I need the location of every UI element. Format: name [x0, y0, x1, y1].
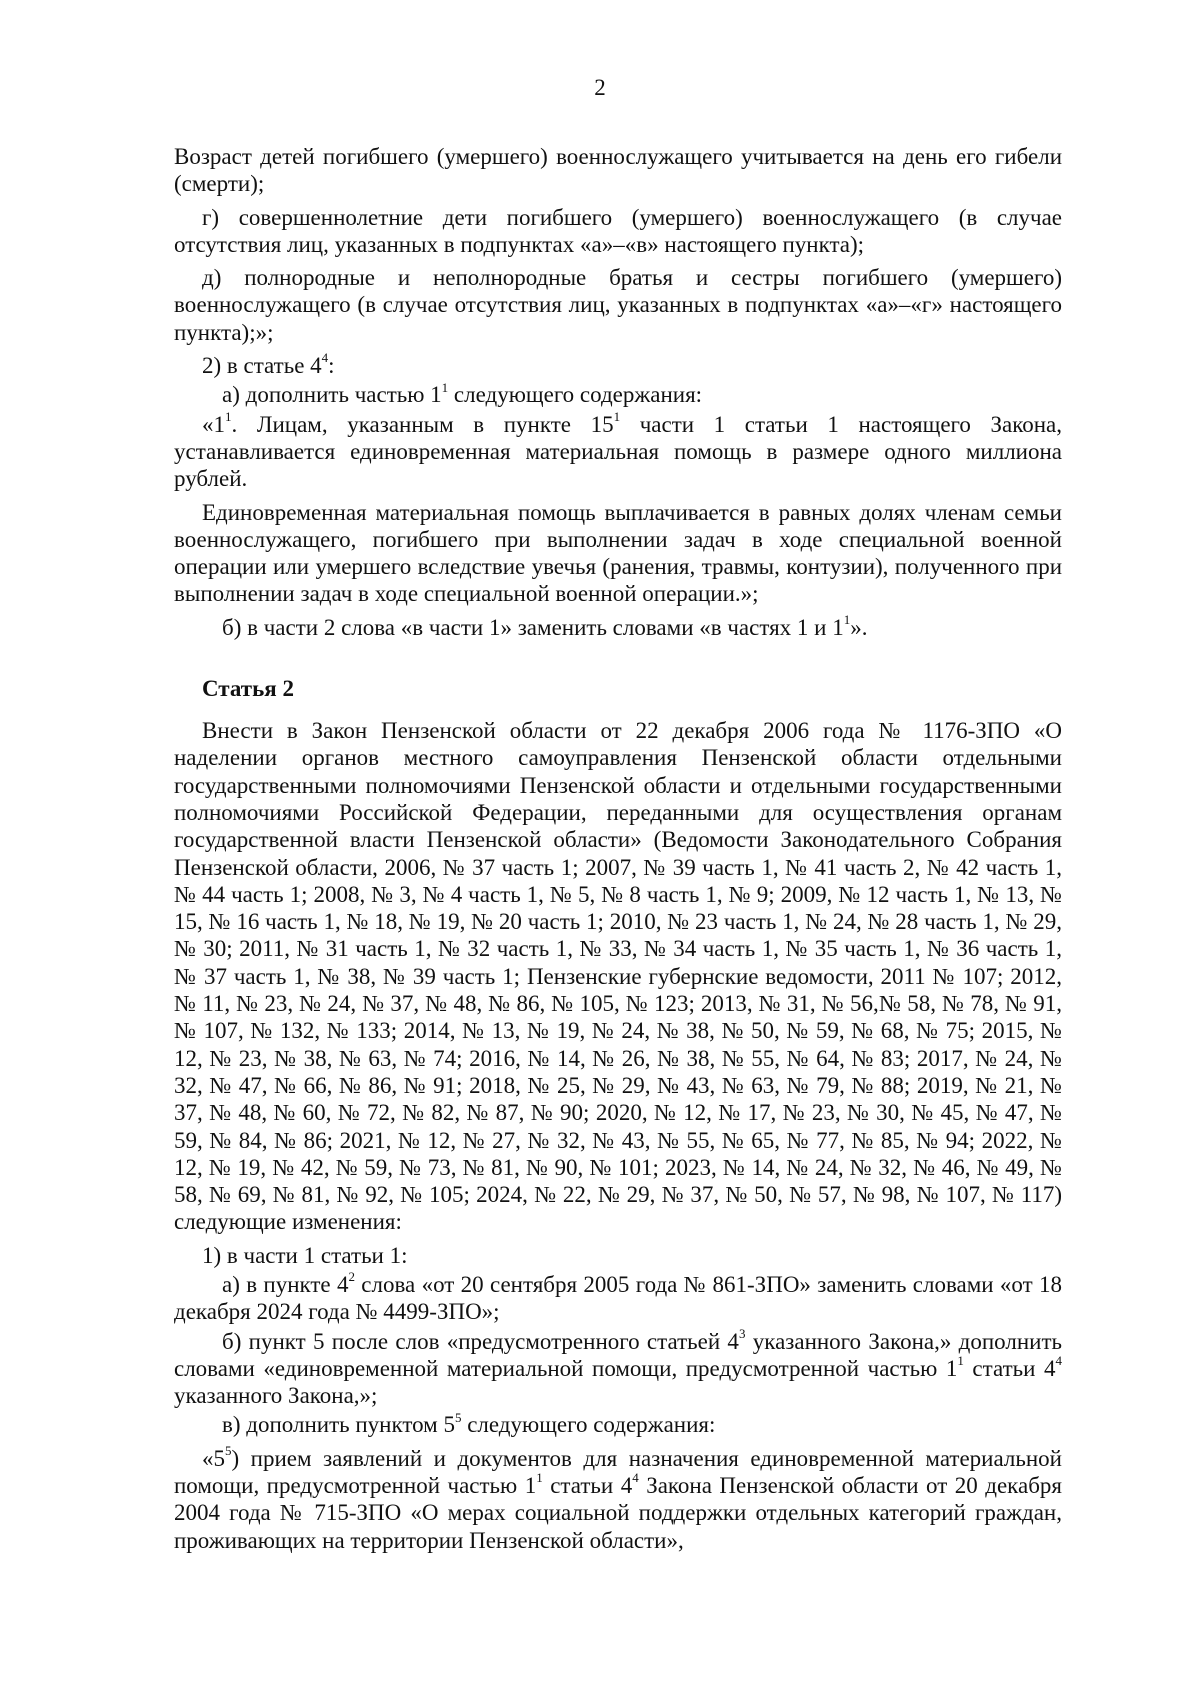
paragraph-part-1-1: «$1^1$. Лицам, указанным в пункте $15^1$ части 1 статьи 1 настоящего Закона, устанавливается единовременная материальная помощь в размере одного миллиона рублей.	[174, 409, 1062, 492]
paragraph-payment-shares: Единовременная материальная помощь выплачивается в равных долях членам семьи военнослужащего, погибшего при выполнении задач в ходе специальной военной операции или умершего вследствие увечья (ранения, травмы, контузии), полученного при выполнении задач в ходе специальной военной операции.»;	[174, 499, 1062, 607]
paragraph-amend-1: 1) в части 1 статьи 1:	[202, 1242, 408, 1268]
paragraph-amend-1v: в) дополнить пунктом $5^5$ следующего содержания:	[222, 1409, 716, 1438]
paragraph-amend-1b: б) пункт 5 после слов «предусмотренного статьей $4^3$ указанного Закона,» дополнить словами «единовременной материальной помощи, предусмотренной частью $1^1$ статьи $4^4$ указанного Закона,»;	[174, 1325, 1062, 1409]
paragraph-article-2-intro: Внести в Закон Пензенской области от 22 декабря 2006 года № 1176-ЗПО «О наделении органов местного самоуправления Пензенской области отдельными государственными полномочиями Пензенской области и отдельными государственными полномочиями Российской Федерации, переданными для осуществления органам государственной власти Пензенской области» (Ведомости Законодательного Собрания Пензенской области, 2006, № 37 часть 1; 2007, № 39 часть 1, № 41 часть 2, № 42 часть 1, № 44 часть 1; 2008, № 3, № 4 часть 1, № 5, № 8 часть 1, № 9; 2009, № 12 часть 1, № 13, № 15, № 16 часть 1, № 18, № 19, № 20 часть 1; 2010, № 23 часть 1, № 24, № 28 часть 1, № 29, № 30; 2011, № 31 часть 1, № 32 часть 1, № 33, № 34 часть 1, № 35 часть 1, № 36 часть 1, № 37 часть 1, № 38, № 39 часть 1; Пензенские губернские ведомости, 2011 № 107; 2012, № 11, № 23, № 24, № 37, № 48, № 86, № 105, № 123; 2013, № 31, № 56,№ 58, № 78, № 91, № 107, № 132, № 133; 2014, № 13, № 19, № 24, № 38, № 50, № 59, № 68, № 75; 2015, № 12, № 23, № 38, № 63, № 74; 2016, № 14, № 26, № 38, № 55, № 64, № 83; 2017, № 24, № 32, № 47, № 66, № 86, № 91; 2018, № 25, № 29, № 43, № 63, № 79, № 88; 2019, № 21, № 37, № 48, № 60, № 72, № 82, № 87, № 90; 2020, № 12, № 17, № 23, № 30, № 45, № 47, № 59, № 84, № 86; 2021, № 12, № 27, № 32, № 43, № 55, № 65, № 77, № 85, № 94; 2022, № 12, № 19, № 42, № 59, № 73, № 81, № 90, № 101; 2023, № 14, № 24, № 32, № 46, № 49, № 58, № 69, № 81, № 92, № 105; 2024, № 22, № 29, № 37, № 50, № 57, № 98, № 107, № 117) следующие изменения:	[174, 718, 1062, 1235]
paragraph-amend-1a: а) в пункте $4^2$ слова «от 20 сентября 2005 года № 861-ЗПО» заменить словами «от 18 декабря 2024 года № 4499-ЗПО»;	[174, 1269, 1063, 1325]
paragraph-amend-2b: б) в части 2 слова «в части 1» заменить словами «в частях 1 и $1^1$».	[222, 612, 868, 640]
document-body	[174, 143, 1062, 1560]
page-number: 2	[594, 75, 606, 100]
article-2-heading: Статья 2	[202, 676, 294, 702]
paragraph-amend-2a: а) дополнить частью $1^1$ следующего содержания:	[222, 379, 703, 408]
paragraph-amend-2: 2) в статье $4^4$:	[202, 350, 335, 379]
paragraph-item-5-5: «$5^5$) прием заявлений и документов для назначения единовременной материальной помощи, предусмотренной частью $1^1$ статьи $4^4$ Закона Пензенской области от 20 декабря 2004 года № 715-ЗПО «О мерах социальной поддержки отдельных категорий граждан, проживающих на территории Пензенской области»,	[174, 1443, 1062, 1553]
paragraph-item-d: д) полнородные и неполнородные братья и сестры погибшего (умершего) военнослужащего (в случае отсутствия лиц, указанных в подпунктах «а»–«г» настоящего пункта);»;	[174, 265, 1062, 345]
paragraph-age-note: Возраст детей погибшего (умершего) военнослужащего учитывается на день его гибели (смерти);	[174, 144, 1062, 197]
paragraph-item-g: г) совершеннолетние дети погибшего (умершего) военнослужащего (в случае отсутствия лиц, указанных в подпунктах «а»–«в» настоящего пункта);	[174, 204, 1062, 257]
